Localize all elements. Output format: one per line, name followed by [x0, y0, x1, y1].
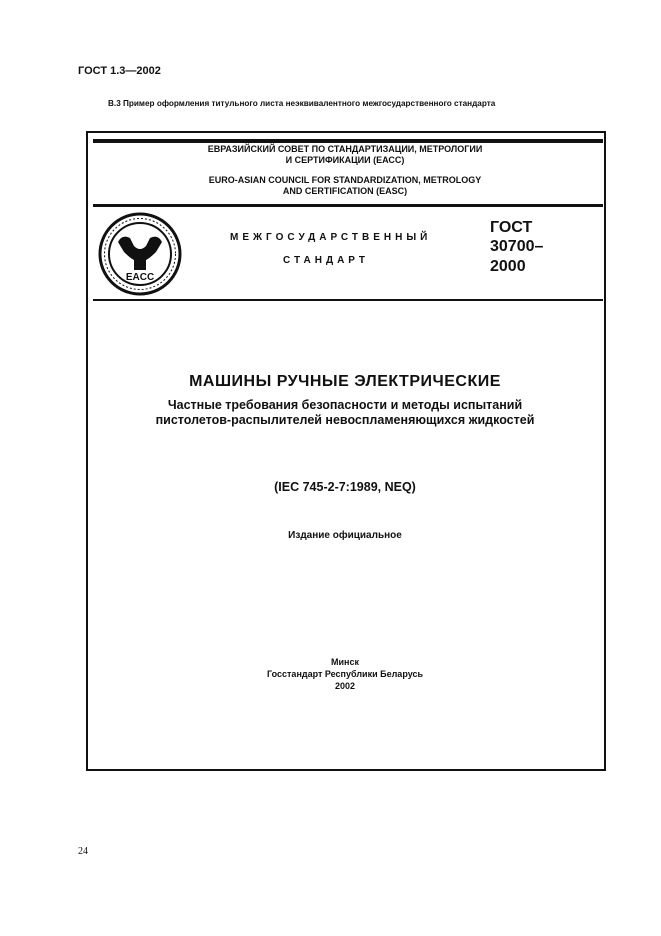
edition-label: Издание официальное	[288, 530, 402, 541]
document-subtitle-line2: пистолетов-распылителей невоспламеняющихся жидкостей	[155, 413, 535, 427]
svg-text:EACC: EACC	[125, 272, 155, 283]
document-title: МАШИНЫ РУЧНЫЕ ЭЛЕКТРИЧЕСКИЕ	[189, 373, 501, 390]
eacc-logo	[98, 212, 182, 296]
rule-top	[93, 139, 603, 143]
imprint-year: 2002	[334, 681, 356, 691]
council-en-line2: AND CERTIFICATION (EASC)	[282, 186, 408, 196]
council-ru-line1: ЕВРАЗИЙСКИЙ СОВЕТ ПО СТАНДАРТИЗАЦИИ, МЕТРОЛОГИИ	[207, 144, 483, 154]
council-ru-line2: И СЕРТИФИКАЦИИ (ЕАСС)	[285, 155, 405, 165]
page-number: 24	[78, 846, 88, 857]
designation-line2: 30700–	[490, 238, 544, 255]
council-en-line1: EURO-ASIAN COUNCIL FOR STANDARDIZATION, METROLOGY	[208, 175, 482, 185]
rule-bottom	[93, 299, 603, 301]
designation-line1: ГОСТ	[490, 219, 533, 236]
document-subtitle-line1: Частные требования безопасности и методы испытаний	[167, 398, 523, 412]
figure-caption: В.3 Пример оформления титульного листа неэквивалентного межгосударственного стандарта	[108, 99, 496, 108]
reference-standard: (IEC 745-2-7:1989, NEQ)	[274, 480, 416, 494]
standard-type-line2: СТАНДАРТ	[283, 255, 369, 266]
running-header: ГОСТ 1.3—2002	[78, 65, 161, 77]
standard-type-line1: МЕЖГОСУДАРСТВЕННЫЙ	[230, 232, 432, 243]
designation-line3: 2000	[490, 258, 526, 275]
imprint-publisher: Госстандарт Республики Беларусь	[266, 669, 424, 679]
imprint-city: Минск	[331, 657, 359, 667]
rule-middle	[93, 204, 603, 207]
